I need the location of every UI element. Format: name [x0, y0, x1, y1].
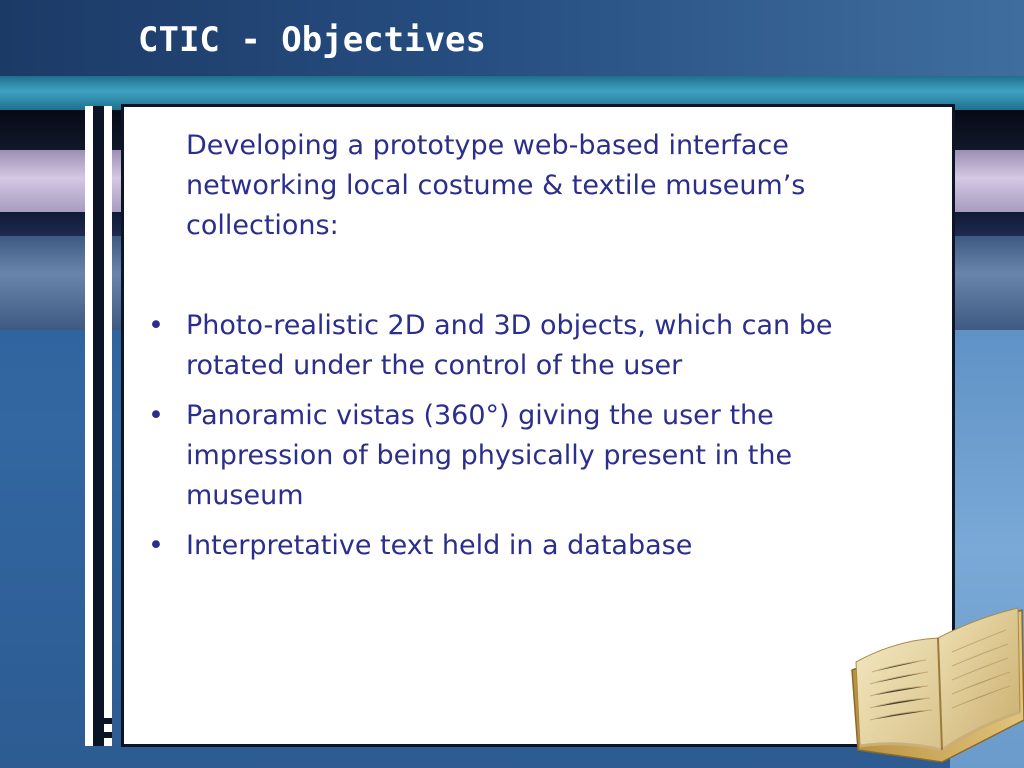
rail-notch — [104, 718, 112, 724]
open-book-icon — [846, 600, 1024, 768]
slide-title: CTIC - Objectives — [138, 20, 486, 60]
left-rail-outer — [85, 106, 93, 746]
list-item — [140, 396, 870, 516]
bullet-text: Interpretative text held in a database — [186, 530, 693, 561]
bullet-text: Panoramic vistas (360°) giving the user the impression of being physically present in the museum — [186, 400, 793, 511]
bullet-list — [140, 306, 870, 576]
left-rail-inner — [104, 106, 112, 746]
intro-text: Developing a prototype web-based interface networking local costume & textile museum’s collections: — [186, 130, 806, 241]
list-item — [140, 306, 870, 386]
left-rail-gap — [93, 106, 104, 746]
bullet-marker: • — [148, 530, 164, 561]
bullet-marker: • — [148, 310, 164, 341]
bullet-text: Photo-realistic 2D and 3D objects, which can be rotated under the control of the user — [186, 310, 833, 381]
list-item — [140, 526, 870, 566]
bullet-marker: • — [148, 400, 164, 431]
rail-notch — [104, 732, 112, 738]
